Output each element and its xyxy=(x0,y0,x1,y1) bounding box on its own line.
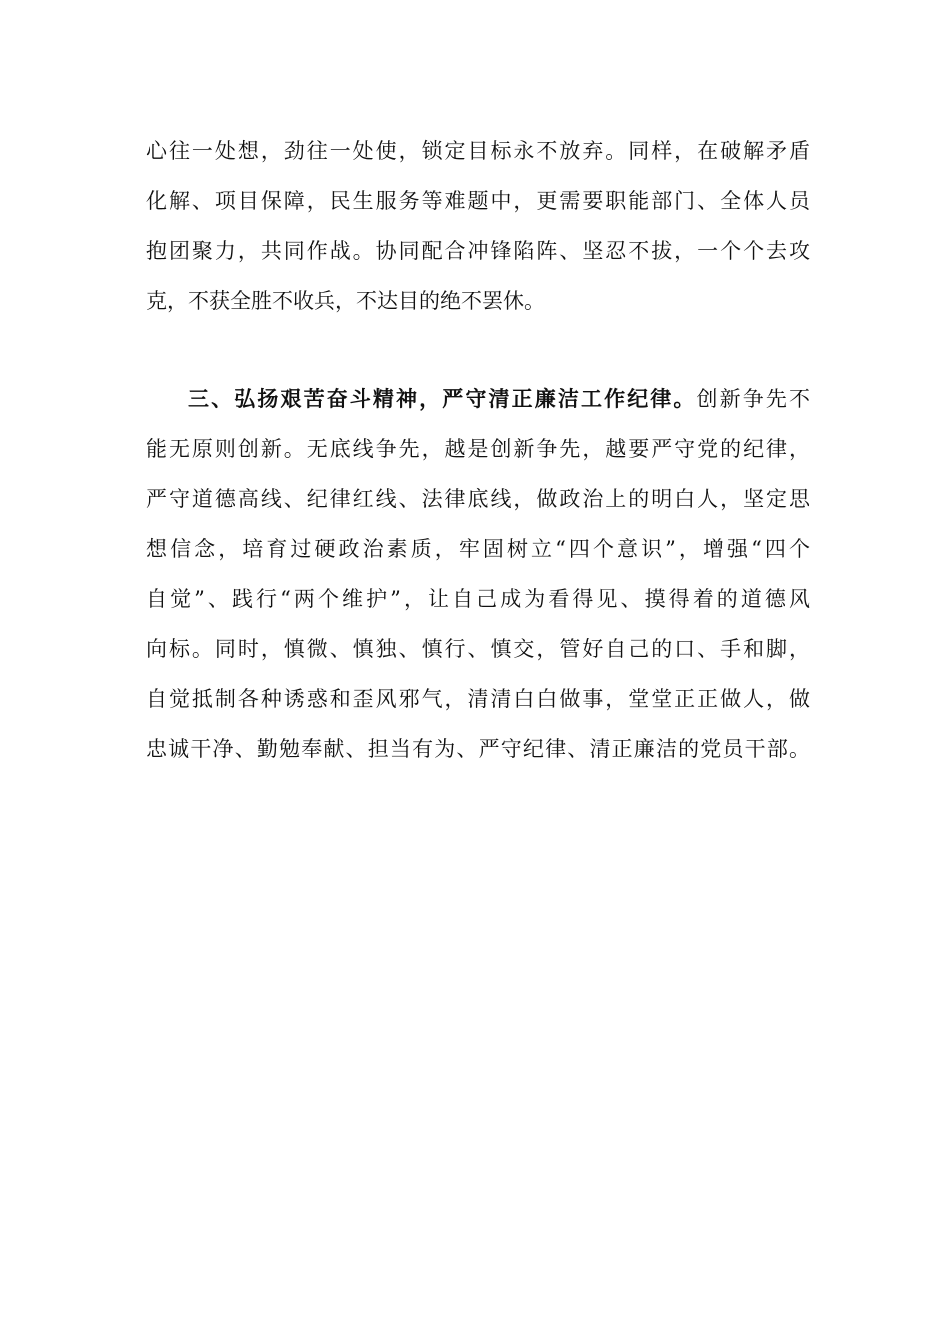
paragraph-line: 忠诚干净、勤勉奉献、担当有为、严守纪律、清正廉洁的党员干部。 xyxy=(146,737,810,761)
paragraph-line: 抱团聚力，共同作战。协同配合冲锋陷阵、坚忍不拔，一个个去攻 xyxy=(146,239,810,263)
paragraph-line: 化解、项目保障，民生服务等难题中，更需要职能部门、全体人员 xyxy=(146,189,810,213)
paragraph-text: 创新争先不 xyxy=(696,387,811,411)
paragraph-first-line xyxy=(188,382,810,416)
paragraph-line: 想信念，培育过硬政治素质，牢固树立“四个意识”，增强“四个 xyxy=(146,537,810,561)
paragraph-line: 心往一处想，劲往一处使，锁定目标永不放弃。同样，在破解矛盾 xyxy=(146,139,810,163)
paragraph-line: 向标。同时，慎微、慎独、慎行、慎交，管好自己的口、手和脚， xyxy=(146,637,810,661)
paragraph-line: 严守道德高线、纪律红线、法律底线，做政治上的明白人，坚定思 xyxy=(146,487,810,511)
paragraph-line: 能无原则创新。无底线争先，越是创新争先，越要严守党的纪律， xyxy=(146,437,810,461)
section-heading: 三、弘扬艰苦奋斗精神，严守清正廉洁工作纪律。 xyxy=(188,386,697,411)
paragraph-line: 自觉”、践行“两个维护”，让自己成为看得见、摸得着的道德风 xyxy=(146,587,810,611)
paragraph-line: 自觉抵制各种诱惑和歪风邪气，清清白白做事，堂堂正正做人，做 xyxy=(146,687,810,711)
paragraph-line: 克，不获全胜不收兵，不达目的绝不罢休。 xyxy=(146,289,545,313)
